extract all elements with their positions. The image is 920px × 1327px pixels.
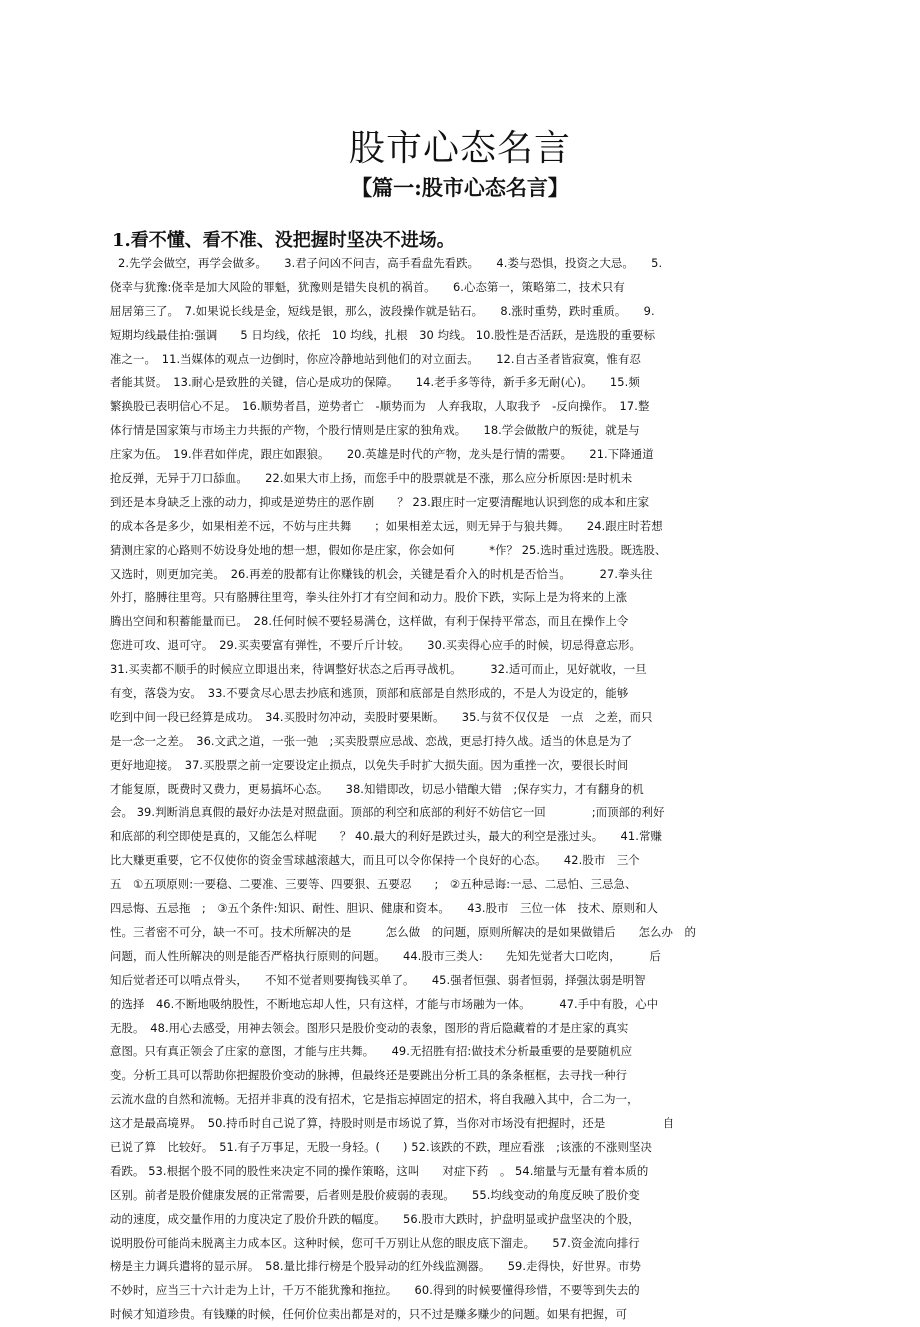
- text-line: 四忌悔、五忌拖 ; ③五个条件:知识、耐性、胆识、健康和资本。 43.股市 三位一体 技术、原则和人: [110, 901, 658, 916]
- text-line: 准之一。 11.当媒体的观点一边倒时，你应冷静地站到他们的对立面去。 12.自古圣者皆寂寞，惟有忍: [110, 351, 642, 366]
- text-line: 有变，落袋为安。 33.不要贪尽心思去抄底和逃顶，顶部和底部是自然形成的，不是人为设定的，能够: [110, 686, 629, 701]
- text-line: 和底部的利空即使是真的，又能怎么样呢 ？ 40.最大的利好是跌过头，最大的利空是涨过头。 41.常赚: [110, 829, 662, 844]
- text-line: 是一念一之差。 36.文武之道，一张一弛 ;买卖股票应忌战、恋战，更忌打持久战。适当的休息是为了: [110, 733, 633, 748]
- text-line: 区别。前者是股价健康发展的正常需要，后者则是股价疲弱的表现。 55.均线变动的角度反映了股价变: [110, 1187, 640, 1202]
- text-line: 已说了算 比较好。 51.有子万事足，无股一身轻。( ) 52.该跌的不跌，理应看涨 ;该涨的不涨则坚决: [110, 1139, 652, 1154]
- text-line: 时候才知道珍贵。有钱赚的时候，任何价位卖出都是对的，只不过是赚多赚少的问题。如果有把握，可: [110, 1307, 628, 1322]
- text-line: 五 ①五项原则:一要稳、二要准、三要等、四要狠、五要忍 ; ②五种忌诲:一忌、二忌怕、三忌急、: [110, 877, 637, 892]
- text-line: 会。 39.判断消息真假的最好办法是对照盘面。顶部的利空和底部的利好不妨信它一回 ;而顶部的利好: [110, 805, 665, 820]
- page-title: 股市心态名言: [348, 128, 571, 169]
- text-line: 无股。 48.用心去感受，用神去领会。图形只是股价变动的表象，图形的背后隐藏着的才是庄家的真实: [110, 1020, 629, 1035]
- first-quote-heading: 1.看不懂、看不准、没把握时坚决不进场。: [112, 230, 455, 251]
- text-line: 性。三者密不可分，缺一不可。技术所解决的是 怎么做 的问题，原则所解决的是如果做错后 怎么办 的: [110, 924, 697, 939]
- text-line: 您进可攻、退可守。 29.买卖要富有弹性，不要斤斤计较。 30.买卖得心应手的时候，切忌得意忘形。: [110, 638, 642, 653]
- text-line: 2.先学会做空，再学会做多。 3.君子问凶不问吉，高手看盘先看跌。 4.娄与恐惧，投资之大忌。 5.: [118, 256, 663, 270]
- text-line: 31.买卖都不顺手的时候应立即退出来，待调整好状态之后再寻战机。 32.适可而止，见好就收，一旦: [110, 662, 647, 677]
- text-line: 繁换股已表明信心不足。 16.顺势者昌，逆势者亡 -顺势而为 人弃我取，人取我予 -反向操作。 17.整: [110, 399, 650, 414]
- text-line: 这才是最高境界。 50.持币时自己说了算，持股时则是市场说了算，当你对市场没有把握时，还是 自: [110, 1116, 675, 1131]
- text-line: 说明股份可能尚未脱离主力成本区。这种时候，您可千万别让从您的眼皮底下溜走。 57.资金流向排行: [110, 1235, 640, 1250]
- text-line: 又选时，则更加完美。 26.再差的股都有让你赚钱的机会，关键是看介入的时机是否恰当。 27.拳头往: [110, 566, 653, 581]
- text-line: 者能其贤。 13.耐心是致胜的关键，信心是成功的保障。 14.老手多等待，新手多无耐(心)。 15.频: [110, 375, 640, 390]
- text-line: 屈居第三了。 7.如果说长线是金，短线是银，那么，波段操作就是钻石。 8.涨时重势，跌时重质。 9.: [110, 303, 655, 318]
- text-line: 看跌。 53.根据个股不同的股性来决定不同的操作策略，这叫 对症下药 。 54.缩量与无量有着本质的: [110, 1163, 649, 1178]
- text-line: 才能复原，既费时又费力，更易搞坏心态。 38.知错即改，切忌小错酿大错 ;保存实力，才有翻身的机: [110, 781, 644, 796]
- text-line: 比大赚更重要，它不仅使你的资金雪球越滚越大，而且可以令你保持一个良好的心态。 42.股市 三个: [110, 853, 640, 868]
- text-line: 侥幸与犹豫:侥幸是加大风险的罪魁，犹豫则是错失良机的祸首。 6.心态第一，策略第二，技术只有: [110, 279, 625, 294]
- text-line: 庄家为伍。 19.伴君如伴虎，跟庄如跟狼。 20.英雄是时代的产物，龙头是行情的需要。 21.下降通道: [110, 447, 654, 462]
- text-line: 到还是本身缺乏上涨的动力，抑或是逆势庄的恶作剧 ？ 23.跟庄时一定要清醒地认识到您的成本和庄家: [110, 494, 650, 509]
- text-line: 体行情是国家策与市场主力共振的产物，个股行情则是庄家的独角戏。 18.学会做散户的叛徒，就是与: [110, 423, 640, 438]
- text-line: 更好地迎接。 37.买股票之前一定要设定止损点，以免失手时扩大损失面。因为重挫一次，要很长时间: [110, 757, 629, 772]
- text-line: 短期均线最佳拍:强调 5 日均线，依托 10 均线，扎根 30 均线。 10.股性是否活跃，是选股的重要标: [110, 327, 656, 342]
- text-line: 知后觉者还可以啃点骨头， 不知不觉者则要掏钱买单了。 45.强者恒强、弱者恒弱，择强汰弱是明智: [110, 972, 646, 987]
- text-line: 猜测庄家的心路则不妨设身处地的想一想，假如你是庄家，你会如何 *作？ 25.选时重过选股。既选股、: [110, 542, 667, 557]
- quotes-body: [110, 252, 800, 1327]
- text-line: 外打，胳膊往里弯。只有胳膊往里弯，拳头往外打才有空间和动力。股价下跌，实际上是为将来的上涨: [110, 590, 628, 605]
- text-line: 不妙时，应当三十六计走为上计，千万不能犹豫和拖拉。 60.得到的时候要懂得珍惜，不要等到失去的: [110, 1283, 640, 1298]
- text-line: 的成本各是多少，如果相差不远，不妨与庄共舞 ；如果相差太远，则无异于与狼共舞。 24.跟庄时若想: [110, 518, 663, 533]
- text-line: 腾出空间和积蓄能量而已。 28.任何时候不要轻易满仓，这样做，有利于保持平常态，而且在操作上令: [110, 614, 629, 629]
- text-line: 变。分析工具可以帮助你把握股价变动的脉搏，但最终还是要跳出分析工具的条条框框，去寻找一种行: [110, 1068, 628, 1083]
- text-line: 云流水盘的自然和流畅。无招并非真的没有招术，它是指忘掉固定的招术，将自我融入其中，合二为一，: [110, 1092, 639, 1107]
- text-line: 吃到中间一段已经算是成功。 34.买股时勿冲动，卖股时要果断。 35.与贫不仅仅是 一点 之差，而只: [110, 709, 653, 724]
- text-line: 抢反弹，无异于刀口舔血。 22.如果大市上扬，而您手中的股票就是不涨，那么应分析原因:是时机未: [110, 471, 633, 486]
- text-line: 问题，而人性所解决的则是能否严格执行原则的问题。 44.股市三类人: 先知先觉者大口吃肉， 后: [110, 948, 662, 963]
- text-line: 意图。只有真正领会了庄家的意图，才能与庄共舞。 49.无招胜有招:做技术分析最重要的是要随机应: [110, 1044, 633, 1059]
- text-line: 动的速度，成交量作用的力度决定了股价升跌的幅度。 56.股市大跌时，护盘明显或护盘坚决的个股，: [110, 1211, 640, 1226]
- text-line: 榜是主力调兵遣将的显示屏。 58.量比排行榜是个股异动的红外线监测器。 59.走得快，好世界。市势: [110, 1259, 642, 1274]
- text-line: 的选择 46.不断地吸纳股性，不断地忘却人性，只有这样，才能与市场融为一体。 47.手中有股，心中: [110, 996, 659, 1011]
- section-heading: 【篇一:股市心态名言】: [351, 175, 569, 200]
